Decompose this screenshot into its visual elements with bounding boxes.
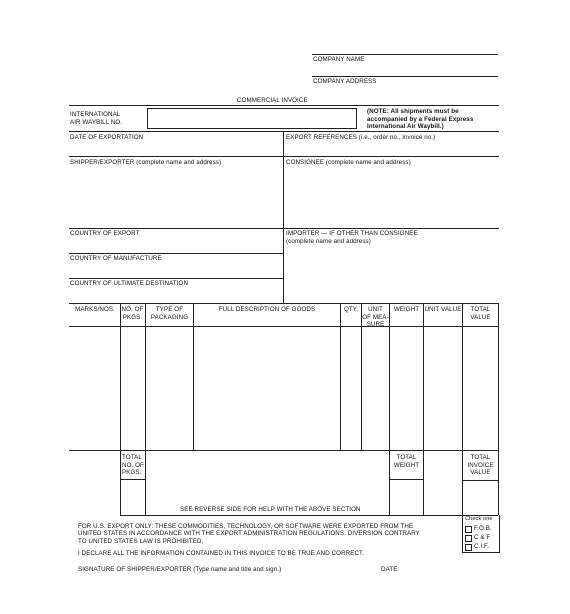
signature-field[interactable]: [290, 563, 375, 573]
importer-label: IMPORTER — IF OTHER THAN CONSIGNEE (complete name and address): [286, 230, 418, 245]
waybill-top-line: [69, 105, 499, 106]
cf-label: C & F: [474, 534, 491, 541]
company-name-line: [312, 54, 498, 55]
col-header-unit: UNIT OF MEA- SURE: [362, 306, 389, 329]
form-title: COMMERCIAL INVOICE: [237, 97, 308, 104]
table-top-line: [69, 303, 499, 304]
cif-checkbox[interactable]: [465, 544, 472, 551]
waybill-number-field[interactable]: [147, 108, 357, 129]
country-of-destination-label: COUNTRY OF ULTIMATE DESTINATION: [70, 280, 189, 287]
company-address-label: COMPANY ADDRESS: [313, 78, 377, 85]
declaration-text: I DECLARE ALL THE INFORMATION CONTAINED IN THIS INVOICE TO BE TRUE AND CORRECT.: [78, 550, 365, 557]
totals-bottom-line: [120, 515, 498, 516]
total-invoice-label: TOTAL INVOICE VALUE: [467, 454, 494, 477]
waybill-note: (NOTE: All shipments must be accompanied by a Federal Express International Air Waybill.): [367, 108, 474, 131]
consignee-label: CONSIGNEE (complete name and address): [286, 159, 411, 166]
shipper-exporter-field[interactable]: [69, 157, 283, 228]
col-header-marks: MARKS/NOS.: [75, 306, 115, 313]
col-header-description: FULL DESCRIPTION OF GOODS: [218, 306, 316, 313]
col-header-qty: QTY.: [343, 306, 359, 313]
company-address-line: [312, 76, 498, 77]
waybill-label: INTERNATIONAL AIR WAYBILL NO.: [70, 111, 123, 126]
date-field[interactable]: [400, 563, 455, 573]
goods-table-body[interactable]: [70, 327, 498, 450]
country-of-export-label: COUNTRY OF EXPORT: [70, 230, 140, 237]
col-header-total-value: TOTAL VALUE: [470, 306, 491, 321]
check-one-label: Check one: [465, 516, 493, 522]
total-pkgs-label: TOTAL NO. OF PKGS.: [122, 454, 144, 477]
col-header-type: TYPE OF PACKAGING: [150, 306, 189, 321]
fob-checkbox[interactable]: [465, 526, 472, 533]
date-of-exportation-label: DATE OF EXPORTATION: [70, 134, 144, 141]
total-invoice-field[interactable]: [463, 481, 498, 515]
cif-label: C.I.F.: [474, 543, 490, 550]
col-header-no-pkgs: NO. OF PKGS.: [121, 306, 144, 321]
table-right-edge: [498, 303, 499, 515]
date-label: DATE: [381, 566, 398, 573]
total-pkgs-field[interactable]: [121, 480, 145, 515]
col-header-weight: WEIGHT: [393, 306, 420, 313]
company-name-label: COMPANY NAME: [313, 56, 365, 63]
table-body-bottom-line: [69, 450, 499, 451]
country-of-manufacture-label: COUNTRY OF MANUFACTURE: [70, 255, 162, 262]
total-weight-field[interactable]: [390, 480, 423, 515]
shipper-exporter-label: SHIPPER/EXPORTER (complete name and address): [70, 159, 222, 166]
fob-label: F.O.B.: [474, 525, 492, 532]
consignee-field[interactable]: [284, 157, 499, 228]
signature-label: SIGNATURE OF SHIPPER/EXPORTER (Type name and title and sign.): [78, 566, 282, 573]
reverse-side-note: SEE REVERSE SIDE FOR HELP WITH THE ABOVE SECTION: [180, 506, 361, 513]
col-header-unit-value: UNIT VALUE: [424, 306, 462, 313]
export-references-label: EXPORT REFERENCES (i.e., order no., invoice no.): [286, 134, 436, 141]
export-statement: FOR U.S. EXPORT ONLY: THESE COMMODITIES, TECHNOLOGY, OR SOFTWARE WERE EXPORTED FROM THE UNITED STATES IN ACCORDANCE WITH THE EXPORT ADMINISTRATION REGULATIONS. DIVERSION CONTRARY TO UNITED STATES LAW IS PROHIBITED.: [78, 523, 420, 545]
total-weight-label: TOTAL WEIGHT: [393, 454, 420, 469]
cf-checkbox[interactable]: [465, 535, 472, 542]
